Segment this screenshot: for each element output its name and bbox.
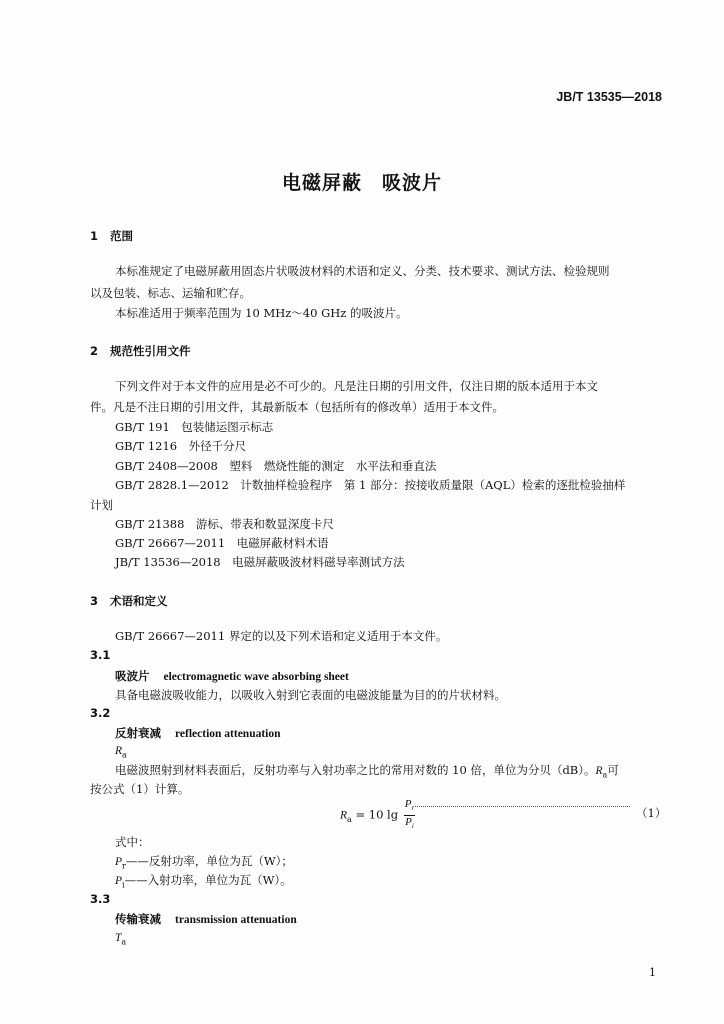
symbol: R <box>115 745 123 757</box>
formula-operator: = 10 lg <box>351 807 399 822</box>
s2-para1-line2: 件。凡是不注日期的引用文件，其最新版本（包括所有的修改单）适用于本文件。 <box>90 400 504 414</box>
ref-item: JB/T 13536—2018 电磁屏蔽吸波材料磁导率测试方法 <box>115 555 405 569</box>
variable-description: ——反射功率，单位为瓦（W）； <box>125 854 293 868</box>
term-chinese: 吸波片 <box>115 669 150 683</box>
section-number: 2 <box>90 344 99 358</box>
term-3-2-definition-line2: 按公式（1）计算。 <box>90 782 190 796</box>
ref-item: GB/T 26667—2011 电磁屏蔽材料术语 <box>115 536 329 550</box>
s1-para1-line1: 本标准规定了电磁屏蔽用固态片状吸波材料的术语和定义、分类、技术要求、测试方法、检验规则 <box>115 264 610 278</box>
s1-para2: 本标准适用于频率范围为 10 MHz～40 GHz 的吸波片。 <box>115 306 408 320</box>
standard-number: JB/T 13535—2018 <box>556 90 662 104</box>
s3-intro: GB/T 26667—2011 界定的以及下列术语和定义适用于本文件。 <box>115 629 448 643</box>
section-title: 规范性引用文件 <box>110 344 191 358</box>
ref-item: GB/T 1216 外径千分尺 <box>115 439 247 453</box>
definition-text: 可 <box>607 763 619 777</box>
numerator-subscript: r <box>411 804 415 813</box>
formula-number: （1） <box>636 806 667 820</box>
section-title: 范围 <box>110 229 133 243</box>
symbol-subscript: a <box>122 750 127 760</box>
term-english: transmission attenuation <box>175 914 297 926</box>
term-3-2-number: 3.2 <box>90 706 111 720</box>
s2-para1-line1: 下列文件对于本文件的应用是必不可少的。凡是注日期的引用文件，仅注日期的版本适用于本文 <box>115 379 598 393</box>
term-3-1-heading <box>115 668 349 684</box>
term-3-3-number: 3.3 <box>90 892 111 906</box>
ref-item: GB/T 2408—2008 塑料 燃烧性能的测定 水平法和垂直法 <box>115 459 437 473</box>
variable-definition <box>115 853 293 870</box>
where-label: 式中： <box>115 835 150 849</box>
term-chinese: 反射衰减 <box>115 726 161 740</box>
symbol: T <box>115 932 122 944</box>
section-1-heading <box>90 228 133 244</box>
symbol: R <box>595 765 603 777</box>
formula-1 <box>340 798 415 833</box>
section-title: 术语和定义 <box>110 594 168 608</box>
term-3-2-heading <box>115 725 281 741</box>
fraction-numerator: P <box>404 798 412 810</box>
section-2-heading <box>90 343 191 359</box>
formula-fraction <box>404 798 415 833</box>
term-english: electromagnetic wave absorbing sheet <box>163 671 349 683</box>
term-3-2-symbol <box>115 743 127 759</box>
s1-para1-line2: 以及包装、标志、运输和贮存。 <box>90 286 251 300</box>
term-english: reflection attenuation <box>175 728 281 740</box>
section-3-heading <box>90 593 168 609</box>
document-title: 电磁屏蔽 吸波片 <box>281 172 442 194</box>
term-3-2-definition-line1 <box>115 762 619 779</box>
fraction-denominator: P <box>405 816 412 829</box>
term-3-3-symbol <box>115 930 126 946</box>
denominator-subscript: i <box>411 822 414 831</box>
section-number: 3 <box>90 594 99 608</box>
ref-item-continued: 计划 <box>90 498 113 512</box>
formula-leader-dots <box>415 806 630 807</box>
page-number: 1 <box>649 966 656 979</box>
section-number: 1 <box>90 229 99 243</box>
variable-symbol: P <box>115 875 123 887</box>
symbol-subscript: a <box>602 770 608 780</box>
ref-item: GB/T 191 包装储运图示标志 <box>115 420 274 434</box>
symbol-subscript: a <box>121 937 127 947</box>
variable-definition <box>115 872 292 889</box>
variable-subscript: i <box>122 880 125 890</box>
ref-item: GB/T 2828.1—2012 计数抽样检验程序 第 1 部分：按接收质量限（AQL）检索的逐批检验抽样 <box>115 478 626 492</box>
variable-symbol: P <box>115 856 123 868</box>
formula-lhs: R <box>340 809 348 822</box>
term-3-1-number: 3.1 <box>90 648 111 662</box>
term-3-3-heading <box>115 911 297 927</box>
ref-item: GB/T 21388 游标、带表和数显深度卡尺 <box>115 517 334 531</box>
formula-lhs-subscript: a <box>347 814 352 824</box>
variable-description: ——入射功率，单位为瓦（W）。 <box>124 873 292 887</box>
term-chinese: 传输衰减 <box>115 912 161 926</box>
variable-subscript: r <box>122 861 126 871</box>
term-3-1-definition: 具备电磁波吸收能力，以吸收入射到它表面的电磁波能量为目的的片状材料。 <box>115 688 506 702</box>
definition-text: 电磁波照射到材料表面后，反射功率与入射功率之比的常用对数的 10 倍，单位为分贝（dB）。 <box>115 763 596 777</box>
